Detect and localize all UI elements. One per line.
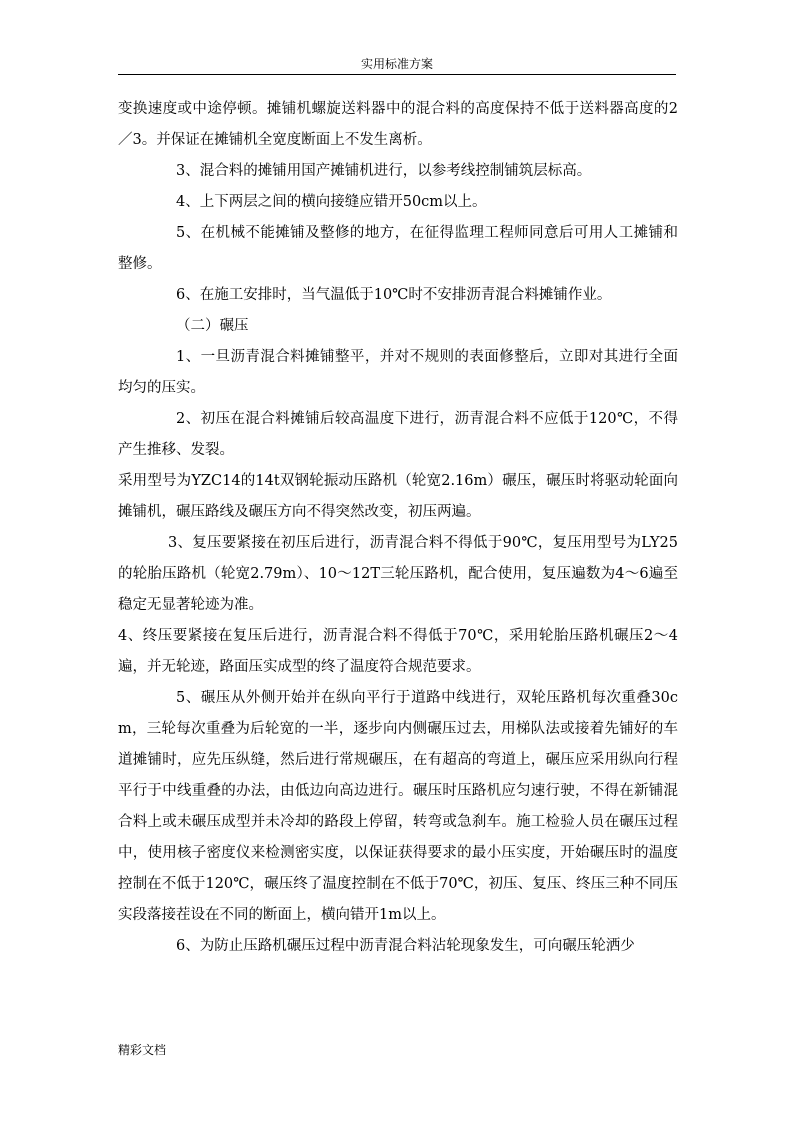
paragraph: 3、混合料的摊铺用国产摊铺机进行，以参考线控制铺筑层标高。 xyxy=(176,163,592,179)
paragraph: 5、在机械不能摊铺及整修的地方，在征得监理工程师同意后可用人工摊铺和整修。 xyxy=(118,225,678,272)
header-divider xyxy=(118,74,676,75)
paragraph: 变换速度或中途停顿。摊铺机螺旋送料器中的混合料的高度保持不低于送料器高度的2／3。并保证在摊铺机全宽度断面上不发生离析。 xyxy=(118,101,678,148)
paragraph: 采用型号为YZC14的14t双钢轮振动压路机（轮宽2.16m）碾压，碾压时将驱动轮面向摊铺机，碾压路线及碾压方向不得突然改变，初压两遍。 xyxy=(118,473,678,520)
section-heading: （二）碾压 xyxy=(176,318,249,334)
paragraph: 2、初压在混合料摊铺后较高温度下进行，沥青混合料不应低于120℃，不得产生推移、发裂。 xyxy=(118,411,678,458)
paragraph: 5、碾压从外侧开始并在纵向平行于道路中线进行，双轮压路机每次重叠30cm，三轮每次重叠为后轮宽的一半，逐步向内侧碾压过去，用梯队法或接着先铺好的车道摊铺时，应先压纵缝，然后进行常规碾压，在有超高的弯道上，碾压应采用纵向行程平行于中线重叠的办法，由低边向高边进行。碾压时压路机应匀速行驶，不得在新铺混合料上或未碾压成型并未冷却的路段上停留，转弯或急刹车。施工检验人员在碾压过程中，使用核子密度仪来检测密实度，以保证获得要求的最小压实度，开始碾压时的温度控制在不低于120℃，碾压终了温度控制在不低于70℃，初压、复压、终压三种不同压实段落接茬设在不同的断面上，横向错开1m以上。 xyxy=(118,690,678,923)
page-header: 实用标准方案 xyxy=(360,57,433,71)
paragraph: 3、复压要紧接在初压后进行，沥青混合料不得低于90℃，复压用型号为LY25的轮胎压路机（轮宽2.79m）、10～12T三轮压路机，配合使用，复压遍数为4～6遍至稳定无显著轮迹为准。 xyxy=(118,535,678,613)
paragraph: 1、一旦沥青混合料摊铺整平，并对不规则的表面修整后，立即对其进行全面均匀的压实。 xyxy=(118,349,678,396)
paragraph: 4、上下两层之间的横向接缝应错开50cm以上。 xyxy=(176,194,487,210)
page-footer: 精彩文档 xyxy=(118,1043,167,1057)
document-body xyxy=(118,94,678,962)
paragraph: 4、终压要紧接在复压后进行，沥青混合料不得低于70℃，采用轮胎压路机碾压2～4遍，并无轮迹，路面压实成型的终了温度符合规范要求。 xyxy=(118,628,678,675)
paragraph: 6、为防止压路机碾压过程中沥青混合料沾轮现象发生，可向碾压轮洒少 xyxy=(176,938,635,954)
paragraph: 6、在施工安排时，当气温低于10℃时不安排沥青混合料摊铺作业。 xyxy=(176,287,612,303)
